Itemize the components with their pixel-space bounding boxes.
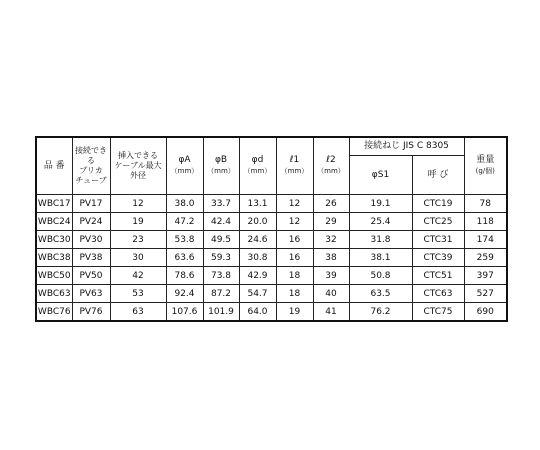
cell-l2: 32	[313, 231, 349, 249]
cell-call: CTC25	[412, 213, 464, 231]
cell-d: 54.7	[239, 285, 276, 303]
cell-tube: PV63	[72, 285, 110, 303]
cell-l1: 18	[276, 267, 313, 285]
cell-tube: PV76	[72, 303, 110, 322]
cell-weight: 690	[464, 303, 507, 322]
cell-S1: 31.8	[349, 231, 412, 249]
cell-cable: 23	[110, 231, 166, 249]
cell-call: CTC51	[412, 267, 464, 285]
cell-weight: 118	[464, 213, 507, 231]
cell-A: 63.6	[166, 249, 203, 267]
cell-tube: PV38	[72, 249, 110, 267]
table-row	[36, 231, 507, 249]
cell-l2: 29	[313, 213, 349, 231]
cell-tube: PV17	[72, 195, 110, 213]
header-phi-d	[239, 137, 276, 195]
cell-call: CTC63	[412, 285, 464, 303]
header-l2	[313, 137, 349, 195]
cell-S1: 25.4	[349, 213, 412, 231]
cell-S1: 19.1	[349, 195, 412, 213]
cell-l2: 38	[313, 249, 349, 267]
header-phi-b	[203, 137, 239, 195]
header-unit: （mm）	[207, 167, 235, 175]
cell-A: 53.8	[166, 231, 203, 249]
table-row	[36, 213, 507, 231]
cell-weight: 78	[464, 195, 507, 213]
cell-weight: 527	[464, 285, 507, 303]
cell-call: CTC75	[412, 303, 464, 322]
header-weight-label: 重量	[476, 155, 495, 165]
cell-l2: 40	[313, 285, 349, 303]
cell-l1: 16	[276, 249, 313, 267]
cell-l1: 12	[276, 213, 313, 231]
cell-B: 87.2	[203, 285, 239, 303]
cell-S1: 63.5	[349, 285, 412, 303]
cell-d: 20.0	[239, 213, 276, 231]
header-weight	[464, 137, 507, 195]
header-cable-line: 外径	[130, 171, 146, 180]
header-cable	[110, 137, 166, 195]
header-tube-line: る	[87, 156, 95, 165]
header-phi-b-label: φB	[214, 155, 228, 165]
cell-code: WBC38	[36, 249, 72, 267]
cell-S1: 38.1	[349, 249, 412, 267]
cell-S1: 50.8	[349, 267, 412, 285]
header-unit: （mm）	[170, 167, 199, 175]
cell-code: WBC63	[36, 285, 72, 303]
header-l1-label: ℓ1	[289, 155, 300, 165]
cell-call: CTC31	[412, 231, 464, 249]
cell-l2: 41	[313, 303, 349, 322]
cell-A: 38.0	[166, 195, 203, 213]
cell-cable: 12	[110, 195, 166, 213]
cell-weight: 174	[464, 231, 507, 249]
header-cable-line: 挿入できる	[118, 151, 158, 160]
table-row	[36, 303, 507, 322]
header-call: 呼 び	[412, 156, 464, 195]
header-phi-a-label: φA	[178, 155, 191, 165]
cell-l1: 12	[276, 195, 313, 213]
cell-weight: 259	[464, 249, 507, 267]
cell-B: 49.5	[203, 231, 239, 249]
cell-cable: 63	[110, 303, 166, 322]
table-header	[36, 137, 507, 195]
table-row	[36, 195, 507, 213]
cell-l1: 16	[276, 231, 313, 249]
header-unit: （mm）	[280, 167, 309, 175]
cell-d: 30.8	[239, 249, 276, 267]
table-row	[36, 249, 507, 267]
cell-code: WBC24	[36, 213, 72, 231]
cell-tube: PV30	[72, 231, 110, 249]
header-tube-line: 接続でき	[75, 146, 107, 155]
cell-B: 101.9	[203, 303, 239, 322]
cell-weight: 397	[464, 267, 507, 285]
cell-l1: 19	[276, 303, 313, 322]
cell-code: WBC76	[36, 303, 72, 322]
header-l2-label: ℓ2	[326, 155, 336, 165]
table-row	[36, 285, 507, 303]
cell-B: 42.4	[203, 213, 239, 231]
header-cable-line: ケーブル最大	[114, 161, 162, 170]
cell-code: WBC30	[36, 231, 72, 249]
cell-B: 33.7	[203, 195, 239, 213]
cell-B: 59.3	[203, 249, 239, 267]
cell-A: 78.6	[166, 267, 203, 285]
cell-l1: 18	[276, 285, 313, 303]
cell-d: 42.9	[239, 267, 276, 285]
header-phi-d-label: φd	[251, 155, 264, 165]
header-tube-line: プリカ	[79, 166, 103, 175]
header-tube	[72, 137, 110, 195]
header-weight-unit: (g/個)	[475, 167, 495, 175]
cell-d: 24.6	[239, 231, 276, 249]
header-part-no: 品 番	[36, 137, 72, 195]
cell-call: CTC19	[412, 195, 464, 213]
cell-cable: 53	[110, 285, 166, 303]
cell-code: WBC50	[36, 267, 72, 285]
header-thread-group: 接続ねじ JIS C 8305	[349, 137, 464, 156]
cell-B: 73.8	[203, 267, 239, 285]
header-phi-s1: φS1	[349, 156, 412, 195]
cell-S1: 76.2	[349, 303, 412, 322]
cell-A: 107.6	[166, 303, 203, 322]
cell-call: CTC39	[412, 249, 464, 267]
cell-l2: 39	[313, 267, 349, 285]
cell-tube: PV50	[72, 267, 110, 285]
header-l1	[276, 137, 313, 195]
header-phi-a	[166, 137, 203, 195]
table-row	[36, 267, 507, 285]
cell-d: 64.0	[239, 303, 276, 322]
cell-code: WBC17	[36, 195, 72, 213]
cell-l2: 26	[313, 195, 349, 213]
cell-A: 47.2	[166, 213, 203, 231]
cell-tube: PV24	[72, 213, 110, 231]
cell-cable: 42	[110, 267, 166, 285]
header-unit: （mm）	[317, 167, 345, 175]
cell-cable: 30	[110, 249, 166, 267]
header-unit: （mm）	[243, 167, 272, 175]
cell-cable: 19	[110, 213, 166, 231]
spec-table	[35, 136, 508, 322]
cell-A: 92.4	[166, 285, 203, 303]
header-tube-line: チューブ	[75, 176, 107, 185]
table-body	[36, 195, 507, 322]
cell-d: 13.1	[239, 195, 276, 213]
